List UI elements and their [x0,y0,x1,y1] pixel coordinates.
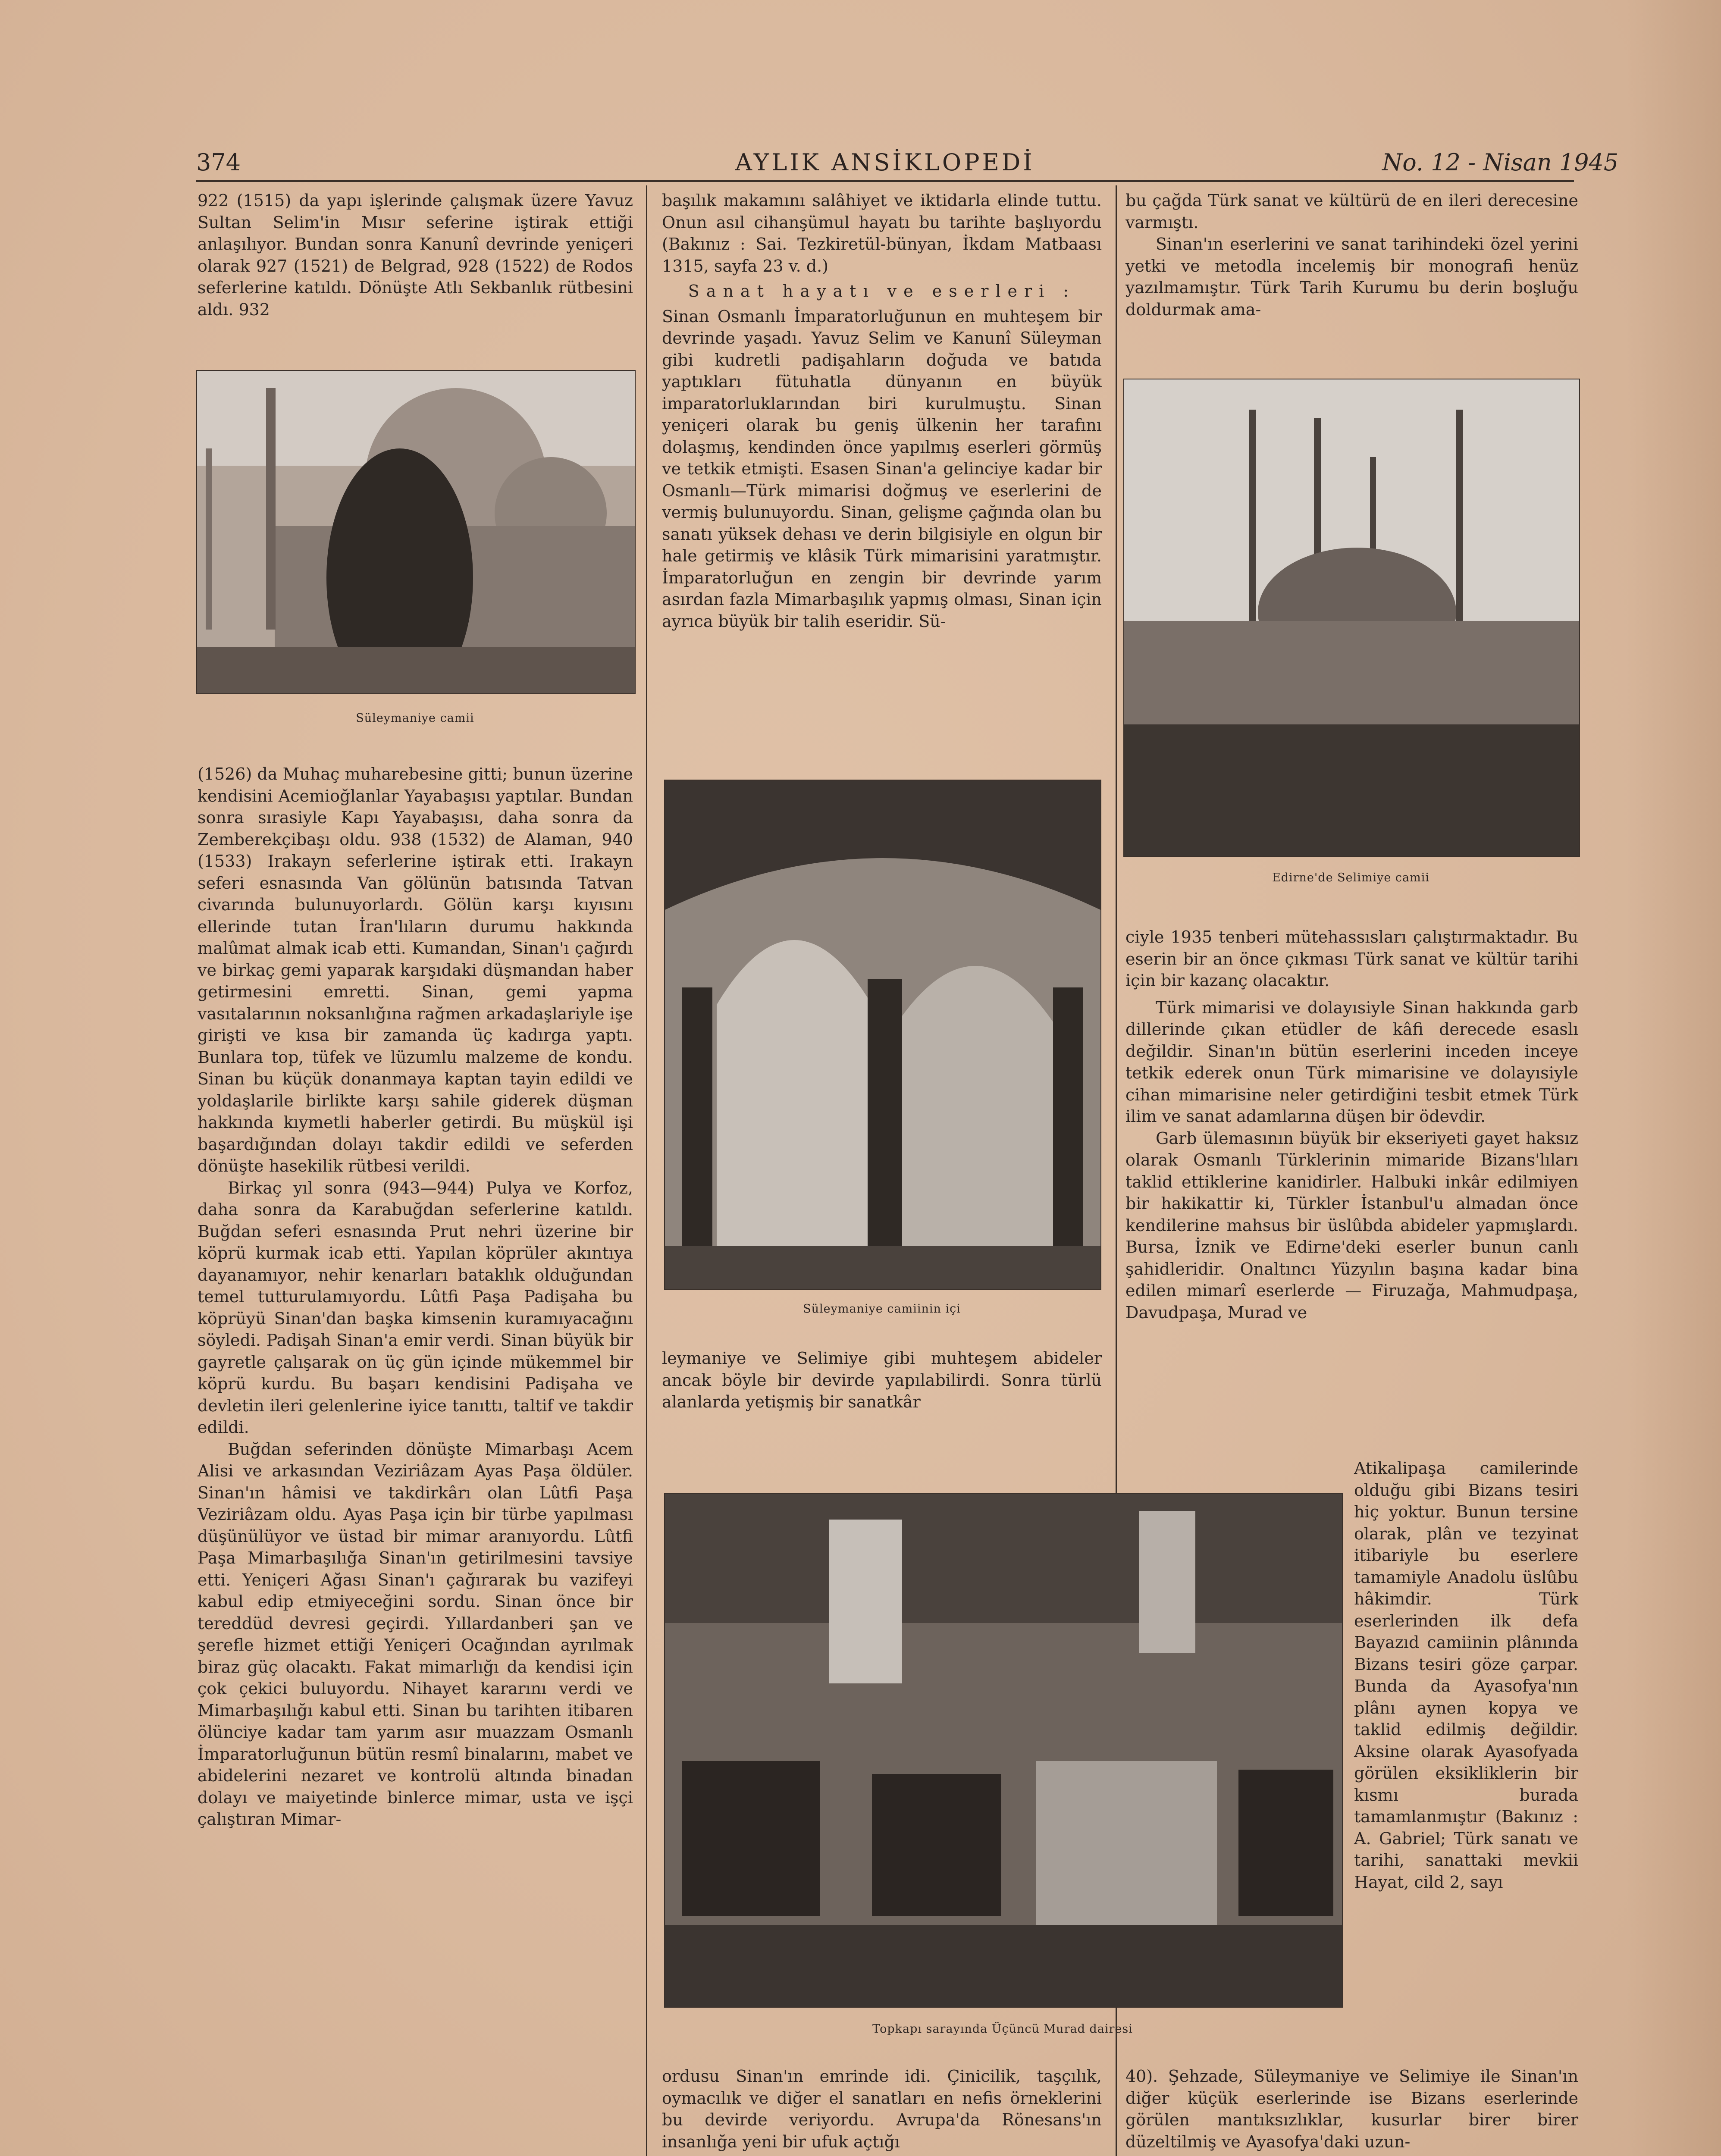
col3-bottom-text: 40). Şehzade, Süleymaniye ve Selimiye ile Sinan'ın diğer küçük eserlerinde ise Bizans eserlerinde görülen mantıksızlıklar, kusurlar birer birer düzeltilmiş ve Ayasofya'daki uzun- [1125,2067,1578,2151]
page-number: 374 [196,149,241,176]
mosque-exterior-image [197,371,635,693]
header-rule [196,180,1574,182]
col2-mid-text: leymaniye ve Selimiye gibi muhteşem abideler ancak böyle bir devirde yapılabilirdi. Sonra türlü alanlarda yetişmiş bir sanatkâr [662,1349,1102,1411]
photo-suleymaniye-interior [664,780,1101,1290]
magazine-title: AYLIK ANSİKLOPEDİ [735,149,1035,176]
issue-label: No. 12 - Nisan 1945 [1382,149,1619,176]
photo-selimiye [1123,379,1580,857]
caption-suleymaniye: Süleymaniye camii [356,711,474,725]
col1-top-text: 922 (1515) da yapı işlerinde çalışmak üzere Yavuz Sultan Selim'in Mısır seferine iştirak ettiği anlaşılıyor. Bundan sonra Kanunî devrinde yeniçeri olarak 927 (1521) de Belgrad, 928 (1522) de Rodos seferlerine katıldı. Dönüşte Atlı Sekbanlık rütbesini aldı. 932 [197,191,633,319]
mosque-interior-image [665,780,1100,1289]
col2-bottom-text: ordusu Sinan'ın emrinde idi. Çinicilik, taşçılık, oymacılık ve diğer el sanatları en nefis örneklerini bu devirde veriyordu. Avrupa'da Rönesans'ın insanlığa yeni bir ufuk açtığı [662,2067,1102,2151]
caption-selimiye: Edirne'de Selimiye camii [1272,871,1430,884]
caption-suleymaniye-interior: Süleymaniye camiinin içi [803,1302,961,1316]
selimiye-exterior-image [1124,379,1579,856]
col1-body: (1526) da Muhaç muharebesine gitti; bunun üzerine kendisini Acemioğlanlar Yayabaşısı yaptılar. Bundan sonra sırasiyle Kapı Yayabaşısı, daha sonra da Zemberekçibaşı oldu. 938 (1532) de Alaman, 940 (1533) Irakayn seferlerine iştirak etti. Irakayn seferi esnasında Van gölünün batısında Tatvan civarında bulunuyorlardı. Gölün karşı kıyısını ellerinde tutan İran'lıların durumu hakkında malûmat almak icab etti. Kumandan, Sinan'ı çağırdı ve birkaç gemi yaparak karşıdaki düşmandan haber getirmesini emretti. Sinan, gemi yapma vasıtalarının noksanlığına rağmen arkadaşlariyle işe girişti ve kısa bir zamanda üç kadırga yaptı. Bunlara top, tüfek ve lüzumlu malzeme de kondu. Sinan bu küçük donanmaya kaptan tayin edildi ve yoldaşlarile birlikte karşı sahile giderek düşman hakkında kıymetli haberler getirdi. Bu müşkül işi başardığından dolayı takdir edildi ve seferden dönüşte hasekilik rütbesi verildi. Birkaç yıl sonra (943—944) Pulya ve Korfoz, daha sonra da Karabuğdan seferlerine katıldı. Buğdan seferi esnasında Prut nehri üzerine bir köprü kurmak icab etti. Yapılan köprüler akıntıya dayanamıyor, nehir kenarları bataklık olduğundan temel tutturulamıyordu. Lûtfi Paşa Padişaha bu köprüyü Sinan'dan başka kimsenin kuramıyacağını söyledi. Padişah Sinan'a emir verdi. Sinan büyük bir gayretle çalışarak on üç gün içinde mükemmel bir köprü kurdu. Bu başarı kendisini Padişaha ve devletin ileri gelenlerine iyice tanıttı, taltif ve takdir edildi. Buğdan seferinden dönüşte Mimarbaşı Acem Alisi ve arkasından Veziriâzam Ayas Paşa öldüler. Sinan'ın hâmisi ve takdirkârı olan Lûtfi Paşa Veziriâzam oldu. Ayas Paşa için bir türbe yapılması düşünülüyor ve üstad bir mimar aranıyordu. Lûtfi Paşa Mimarbaşılığa Sinan'ın getirilmesini tavsiye etti. Yeniçeri Ağası Sinan'ı çağırarak bu vazifeyi kabul edip etmiyeceğini sordu. Sinan önce bir tereddüd devresi geçirdi. Yıllardanberi şan ve şerefle hizmet ettiği Yeniçeri Ocağından ayrılmak biraz güç olacaktı. Fakat mimarlığı da kendisi için çok çekici buluyordu. Nihayet kararını verdi ve Mimarbaşılığı kabul etti. Sinan bu tarihten itibaren ölünciye kadar tam yarım asır muazzam Osmanlı İmparatorluğunun bütün resmî binalarını, mabet ve abidelerini nezaret ve kontrolü altında binadan dolayı ve maiyetinde binlerce mimar, usta ve işçi çalıştıran Mimar- [197,765,633,1829]
column-rule-1 [646,185,647,2156]
col3-body: ciyle 1935 tenberi mütehassısları çalıştırmaktadır. Bu eserin bir an önce çıkması Türk sanat ve kültür tarihi için bir kazanç olacaktır. Türk mimarisi ve dolayısiyle Sinan hakkında garb dillerinde çıkan etüdler de kâfi derecede esaslı değildir. Sinan'ın bütün eserlerini inceden inceye tetkik ederek onun Türk mimarisine ve dolayısiyle cihan mimarisine neler getirdiğini tesbit etmek Türk ilim ve sanat adamlarına düşen bir ödevdir. Garb ülemasının büyük bir ekseriyeti gayet haksız olarak Osmanlı Türklerinin mimaride Bizans'lıları taklid ettiklerine kanidirler. Halbuki inkâr edilmiyen bir hakikattir ki, Türkler İstanbul'u almadan önce kendilerine mahsus bir üslûbda abideler yapmışlardı. Bursa, İznik ve Edirne'deki eserler bunun canlı şahidleridir. Onaltıncı Yüzyılın başına kadar bina edilen mimarî eserlerde — Firuzağa, Mahmudpaşa, Davudpaşa, Murad ve [1125,928,1578,1322]
col3-top-text: bu çağda Türk sanat ve kültürü de en ileri derecesine varmıştı. Sinan'ın eserlerini ve sanat tarihindeki özel yerini yetki ve metodla incelemiş bir monografi henüz yazılmamıştır. Türk Tarih Kurumu bu derin boşluğu doldurmak ama- [1125,191,1578,319]
topkapi-room-image [665,1494,1342,2007]
photo-topkapi [664,1493,1343,2008]
caption-topkapi: Topkapı sarayında Üçüncü Murad dairesi [872,2022,1133,2036]
section-heading: Sanat hayatı ve eserleri : [688,282,1076,301]
col2-top-text: başılık makamını salâhiyet ve iktidarla elinde tuttu. Onun asıl cihanşümul hayatı bu tarihte başlıyordu (Bakınız : Sai. Tezkiretül-bünyan, İkdam Matbaası 1315, sayfa 23 v. d.) Sanat hayatı ve eserleri : Sinan Osmanlı İmparatorluğunun en muhteşem bir devrinde yaşadı. Yavuz Selim ve Kanunî Süleyman gibi kudretli padişahların doğuda ve batıda yaptıkları fütuhatla dünyanın en büyük imparatorluklarından biri kurulmuştu. Sinan yeniçeri olarak bu geniş ülkenin her tarafını dolaşmış, kendinden önce yapılmış eserleri görmüş ve tetkik etmişti. Esasen Sinan'a gelinciye kadar bir Osmanlı—Türk mimarisi doğmuş ve eserlerini de vermiş bulunuyordu. Sinan, gelişme çağında olan bu sanatı yüksek dehası ve derin bilgisiyle en olgun bir hale getirmiş ve klâsik Türk mimarisini yaratmıştır. İmparatorluğun en zengin bir devrinde yarım asırdan fazla Mimarbaşılık yapmış olması, Sinan için ayrıca büyük bir talih eseridir. Sü- [662,191,1102,631]
paper-edge [1626,0,1721,2156]
col3-narrow-text: Atikalipaşa camilerinde olduğu gibi Bizans tesiri hiç yoktur. Bunun tersine olarak, plân ve tezyinat itibariyle bu eserlere tamamiyle Anadolu üslûbu hâkimdir. Türk eserlerinden ilk defa Bayazıd camiinin plânında Bizans tesiri göze çarpar. Bunda da Ayasofya'nın plânı aynen kopya ve taklid edilmiş değildir. Aksine olarak Ayasofyada görülen eksikliklerin bir kısmı burada tamamlanmıştır (Bakınız : A. Gabriel; Türk sanatı ve tarihi, sanattaki mevkii Hayat, cild 2, sayı [1354,1459,1578,1892]
photo-suleymaniye [196,370,636,694]
